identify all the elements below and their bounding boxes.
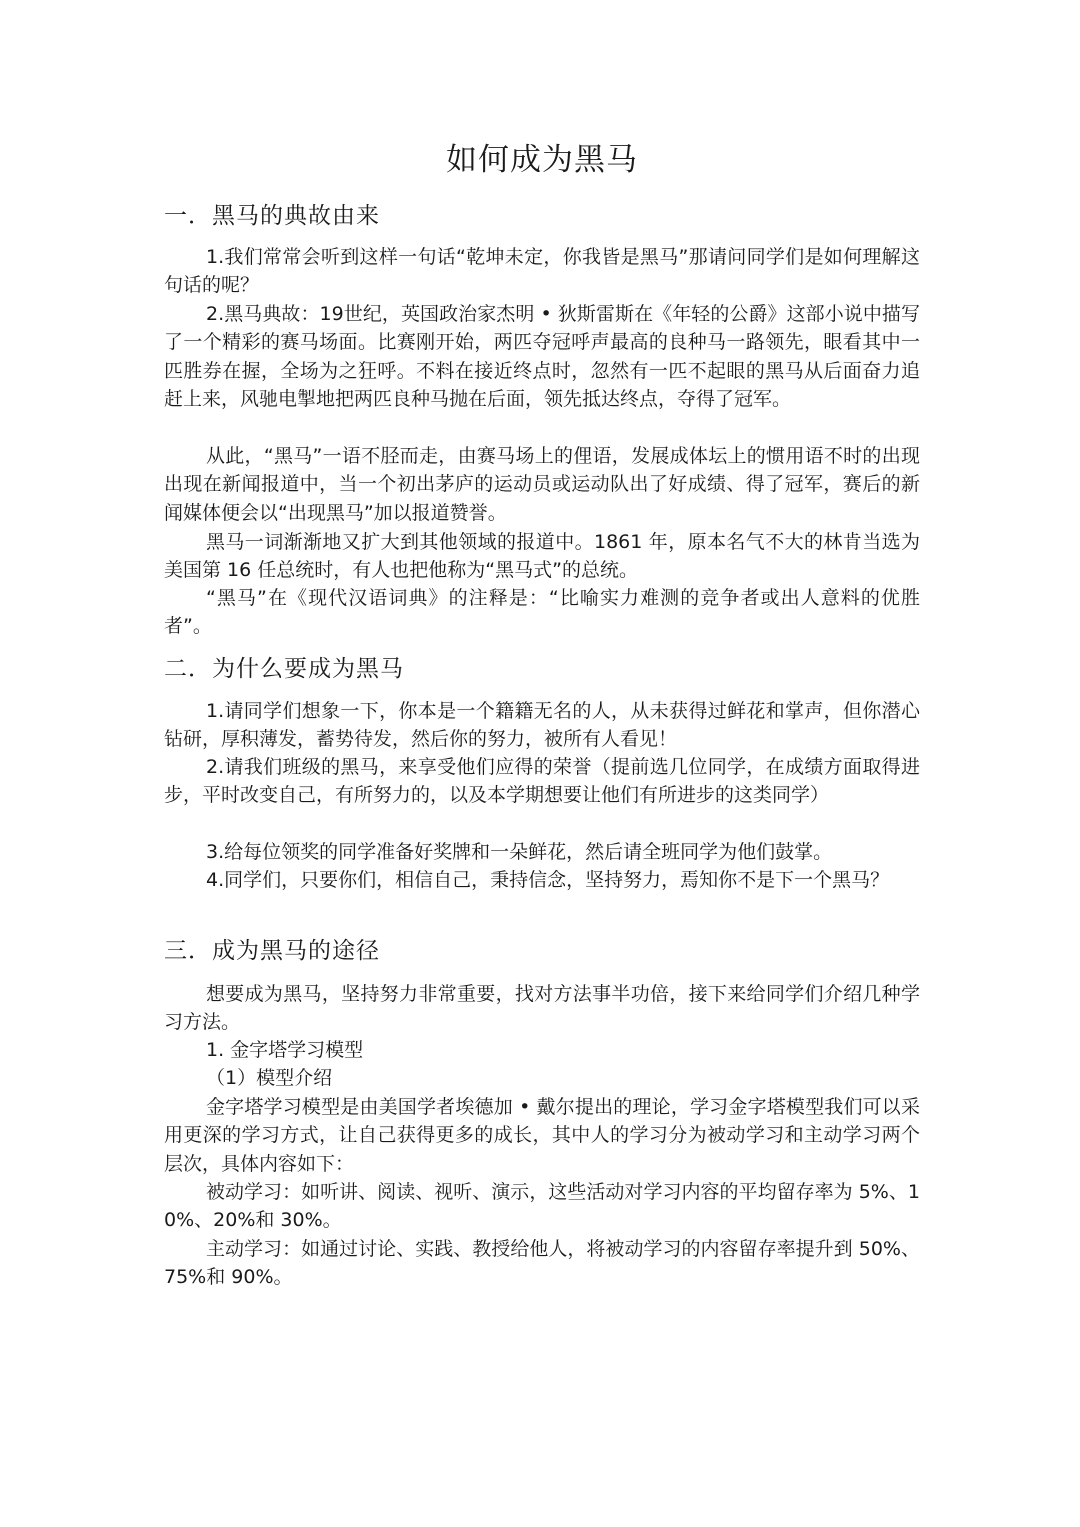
document-title: 如何成为黑马 (446, 142, 638, 178)
paragraph: “黑马”在《现代汉语词典》的注释是：“比喻实力难测的竞争者或出人意料的优胜者”。 (164, 587, 920, 638)
paragraph: 想要成为黑马，坚持努力非常重要，找对方法事半功倍，接下来给同学们介绍几种学习方法。 (164, 983, 920, 1034)
paragraph: 4.同学们，只要你们，相信自己，秉持信念，坚持努力，焉知你不是下一个黑马？ (206, 869, 890, 891)
paragraph: 2.请我们班级的黑马，来享受他们应得的荣誉（提前选几位同学，在成绩方面取得进步，平时改变自己，有所努力的，以及本学期想要让他们有所进步的这类同学） (164, 756, 920, 807)
paragraph: 被动学习：如听讲、阅读、视听、演示，这些活动对学习内容的平均留存率为 5%、10%、20%和 30%。 (164, 1181, 920, 1232)
section-heading-1: 一．黑马的典故由来 (164, 203, 380, 229)
paragraph: 主动学习：如通过讨论、实践、教授给他人，将被动学习的内容留存率提升到 50%、75%和 90%。 (164, 1238, 920, 1289)
section-heading-3: 三．成为黑马的途径 (164, 938, 380, 964)
paragraph: 1.我们常常会听到这样一句话“乾坤未定，你我皆是黑马”那请问同学们是如何理解这句话的呢？ (164, 246, 920, 297)
paragraph: 3.给每位领奖的同学准备好奖牌和一朵鲜花，然后请全班同学为他们鼓掌。 (206, 841, 833, 863)
section-heading-2: 二．为什么要成为黑马 (164, 656, 404, 682)
paragraph: 金字塔学习模型是由美国学者埃德加 • 戴尔提出的理论，学习金字塔模型我们可以采用更深的学习方式，让自己获得更多的成长，其中人的学习分为被动学习和主动学习两个层次，具体内容如下： (164, 1096, 920, 1175)
paragraph: 1.请同学们想象一下，你本是一个籍籍无名的人，从未获得过鲜花和掌声，但你潜心钻研，厚积薄发，蓄势待发，然后你的努力，被所有人看见！ (164, 700, 920, 751)
paragraph: 从此，“黑马”一语不胫而走，由赛马场上的俚语，发展成体坛上的惯用语不时的出现出现在新闻报道中，当一个初出茅庐的运动员或运动队出了好成绩、得了冠军，赛后的新闻媒体便会以“出现黑马”加以报道赞誉。 (164, 445, 920, 524)
paragraph: 1. 金字塔学习模型 (206, 1039, 364, 1061)
paragraph: （1）模型介绍 (206, 1067, 333, 1089)
paragraph: 2.黑马典故：19世纪，英国政治家杰明 • 狄斯雷斯在《年轻的公爵》这部小说中描写了一个精彩的赛马场面。比赛刚开始，两匹夺冠呼声最高的良种马一路领先，眼看其中一匹胜券在握，全场为之狂呼。不料在接近终点时，忽然有一匹不起眼的黑马从后面奋力追赶上来，风驰电掣地把两匹良种马抛在后面，领先抵达终点，夺得了冠军。 (164, 303, 920, 411)
paragraph: 黑马一词渐渐地又扩大到其他领域的报道中。1861 年，原本名气不大的林肯当选为美国第 16 任总统时，有人也把他称为“黑马式”的总统。 (164, 531, 920, 582)
